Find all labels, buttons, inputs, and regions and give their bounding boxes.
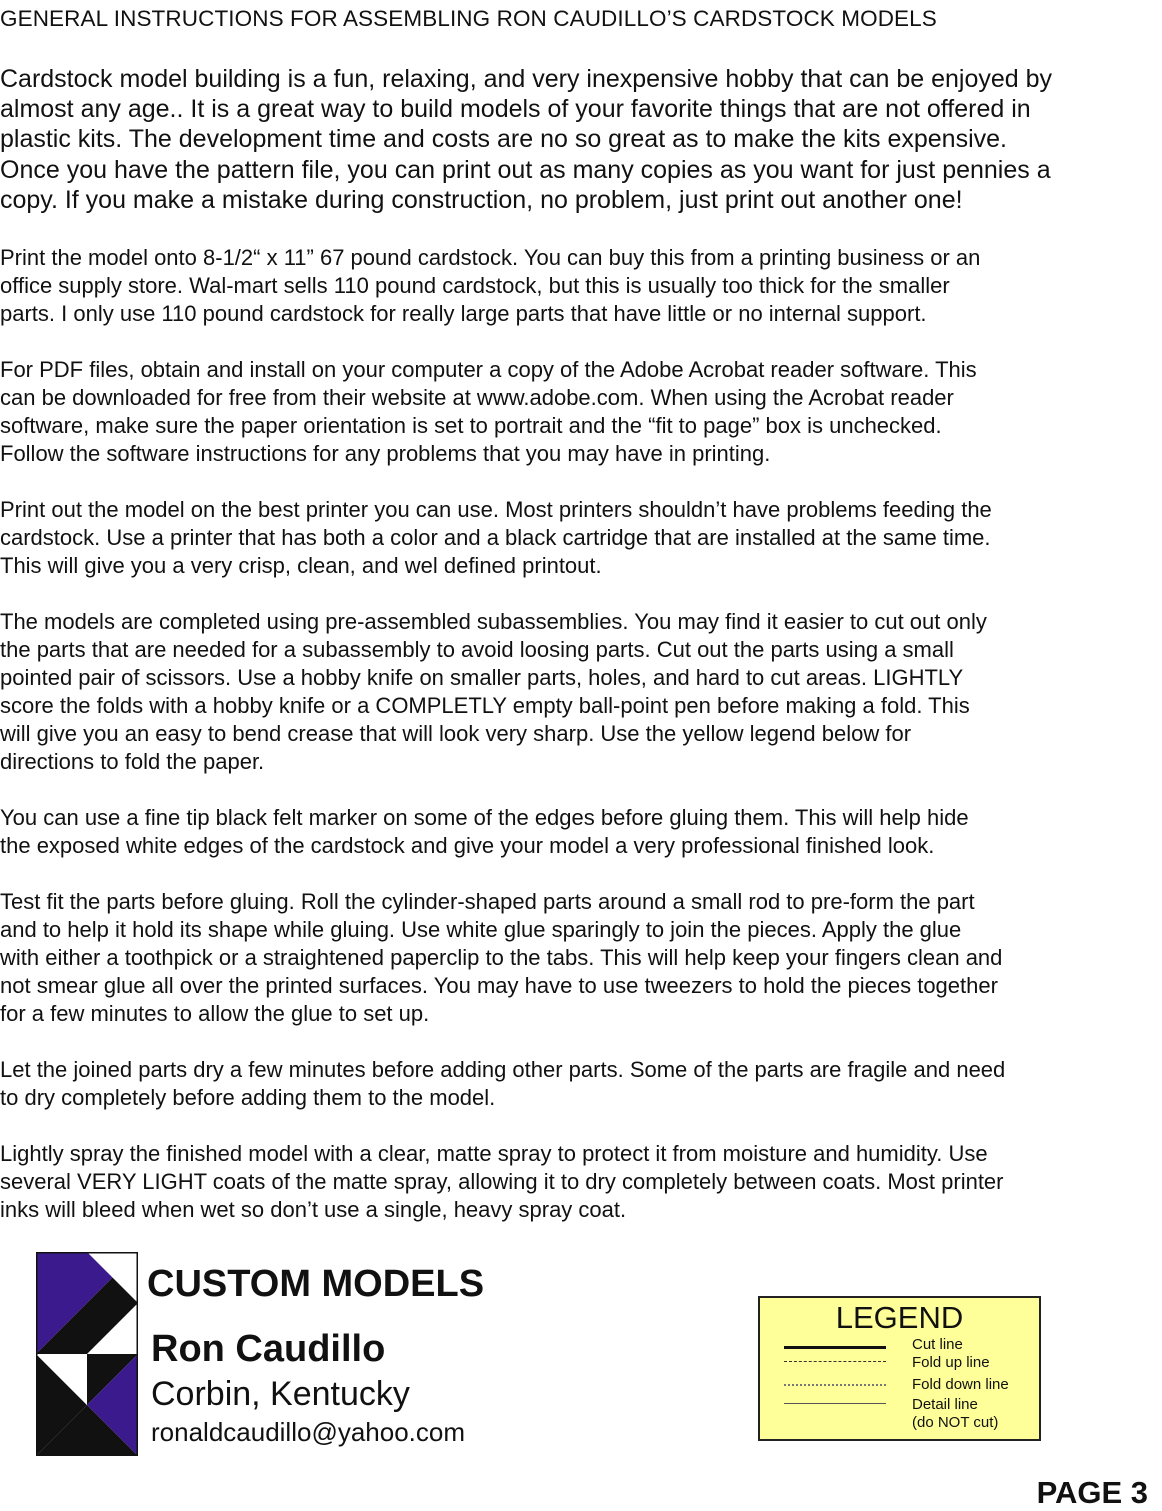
paragraph-drying: [0, 1056, 1162, 1112]
text-line: for a few minutes to allow the glue to set up.: [0, 1001, 430, 1026]
text-line: directions to fold the paper.: [0, 749, 265, 774]
text-line: the parts that are needed for a subassembly to avoid loosing parts. Cut out the parts using a small: [0, 637, 954, 662]
text-line: Print the model onto 8-1/2“ x 11” 67 pound cardstock. You can buy this from a printing business or an: [0, 245, 981, 270]
legend-title: LEGEND: [835, 1300, 964, 1335]
intro-line: plastic kits. The development time and costs are no so great as to make the kits expensive.: [0, 125, 1007, 154]
text-line: parts. I only use 110 pound cardstock for really large parts that have little or no internal support.: [0, 301, 927, 326]
text-line: to dry completely before adding them to the model.: [0, 1085, 496, 1110]
text-line: Test fit the parts before gluing. Roll the cylinder-shaped parts around a small rod to pre-form the part: [0, 889, 975, 914]
text-line: software, make sure the paper orientation is set to portrait and the “fit to page” box is unchecked.: [0, 413, 942, 438]
text-line: the exposed white edges of the cardstock and give your model a very professional finished look.: [0, 833, 935, 858]
text-line: will give you an easy to bend crease that will look very sharp. Use the yellow legend below for: [0, 721, 912, 746]
paragraph-spray: [0, 1140, 1162, 1224]
intro-line: almost any age.. It is a great way to build models of your favorite things that are not offered in: [0, 95, 1031, 124]
text-line: inks will bleed when wet so don’t use a single, heavy spray coat.: [0, 1197, 627, 1222]
text-line: You can use a fine tip black felt marker on some of the edges before gluing them. This will help hide: [0, 805, 969, 830]
detail-line-sample: [784, 1403, 886, 1404]
legend-sublabel-detail: (do NOT cut): [912, 1414, 999, 1431]
brand-name: Ron Caudillo: [151, 1328, 386, 1370]
text-line: score the folds with a hobby knife or a COMPLETLY empty ball-point pen before making a fold. This: [0, 693, 970, 718]
text-line: For PDF files, obtain and install on your computer a copy of the Adobe Acrobat reader software. This: [0, 357, 977, 382]
intro-paragraph: [0, 64, 1162, 215]
legend-label-cut: Cut line: [912, 1336, 963, 1353]
legend-label-fold-up: Fold up line: [912, 1354, 990, 1371]
brand-location: Corbin, Kentucky: [151, 1375, 410, 1413]
paragraph-pdf: [0, 356, 1162, 468]
intro-line: Cardstock model building is a fun, relaxing, and very inexpensive hobby that can be enjoyed by: [0, 65, 1053, 93]
brand-title: CUSTOM MODELS: [147, 1263, 485, 1305]
text-line: can be downloaded for free from their website at www.adobe.com. When using the Acrobat reader: [0, 385, 954, 410]
text-line: The models are completed using pre-assembled subassemblies. You may find it easier to cut out only: [0, 609, 987, 634]
text-line: with either a toothpick or a straightened paperclip to the tabs. This will help keep your fingers clean and: [0, 945, 1003, 970]
cut-line-sample: [784, 1346, 886, 1349]
text-line: several VERY LIGHT coats of the matte spray, allowing it to dry completely between coats. Most printer: [0, 1169, 1004, 1194]
brand-email[interactable]: ronaldcaudillo@yahoo.com: [151, 1417, 466, 1447]
text-line: Print out the model on the best printer you can use. Most printers shouldn’t have problems feeding the: [0, 497, 992, 522]
text-line: office supply store. Wal-mart sells 110 pound cardstock, but this is usually too thick for the smaller: [0, 273, 950, 298]
paragraph-marker: [0, 804, 1162, 860]
fold-legend: [758, 1296, 1041, 1441]
document-title: GENERAL INSTRUCTIONS FOR ASSEMBLING RON CAUDILLO’S CARDSTOCK MODELS: [0, 6, 937, 31]
legend-label-fold-down: Fold down line: [912, 1376, 1009, 1393]
paragraph-subassemblies: [0, 608, 1162, 776]
fold-up-line-sample: [784, 1361, 886, 1362]
instructions-body: [0, 244, 1162, 1252]
text-line: and to help it hold its shape while gluing. Use white glue sparingly to join the pieces. Apply the glue: [0, 917, 962, 942]
text-line: Let the joined parts dry a few minutes before adding other parts. Some of the parts are fragile and need: [0, 1057, 1006, 1082]
text-line: not smear glue all over the printed surfaces. You may have to use tweezers to hold the pieces together: [0, 973, 998, 998]
quilt-block-logo-icon: [36, 1252, 138, 1456]
text-line: Follow the software instructions for any problems that you may have in printing.: [0, 441, 771, 466]
text-line: pointed pair of scissors. Use a hobby knife on smaller parts, holes, and hard to cut areas. LIGHTLY: [0, 665, 964, 690]
paragraph-gluing: [0, 888, 1162, 1028]
text-line: This will give you a very crisp, clean, and wel defined printout.: [0, 553, 602, 578]
fold-down-line-sample: [784, 1384, 886, 1386]
text-line: cardstock. Use a printer that has both a color and a black cartridge that are installed at the same time.: [0, 525, 991, 550]
text-line: Lightly spray the finished model with a clear, matte spray to protect it from moisture and humidity. Use: [0, 1141, 988, 1166]
legend-label-detail: Detail line: [912, 1396, 978, 1413]
intro-line: Once you have the pattern file, you can print out as many copies as you want for just pennies a: [0, 155, 1051, 184]
paragraph-cardstock: [0, 244, 1162, 328]
page-number: PAGE 3: [1036, 1475, 1148, 1510]
intro-line: copy. If you make a mistake during construction, no problem, just print out another one!: [0, 185, 963, 214]
paragraph-printer: [0, 496, 1162, 580]
